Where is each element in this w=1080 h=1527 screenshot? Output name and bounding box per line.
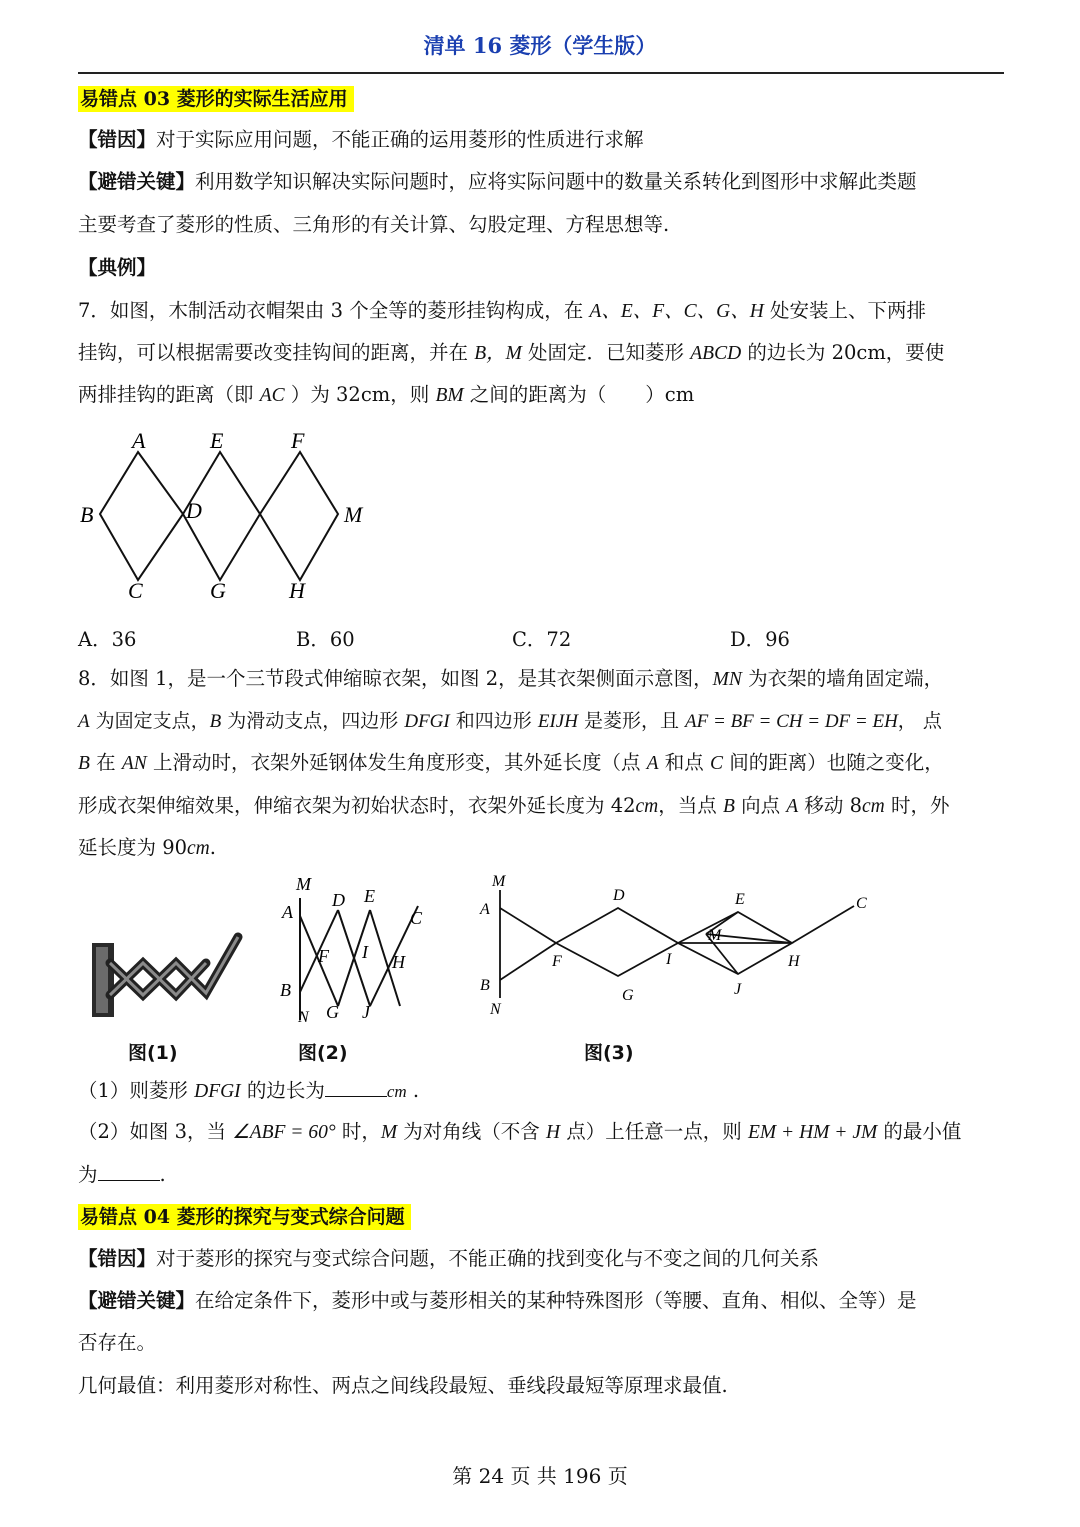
section-04-heading-text: 易错点 04 菱形的探究与变式综合问题 xyxy=(78,1204,411,1230)
q8-sub2-text: 为 xyxy=(78,1163,98,1186)
q8-sub2-text: 的最小值 xyxy=(877,1120,962,1143)
q8-unit: cm xyxy=(187,838,210,859)
label-B: B xyxy=(80,502,94,527)
label-J: J xyxy=(362,1002,370,1022)
section-03-key-line1 xyxy=(78,168,917,196)
q8-sub1-text: （1）则菱形 xyxy=(78,1079,195,1102)
answer-blank-1[interactable] xyxy=(325,1076,387,1097)
q8-sub1-shape: DFGI xyxy=(194,1081,241,1102)
q8-text: 在 xyxy=(89,751,122,774)
q8-sub1-unit: cm xyxy=(386,1082,407,1101)
label-M: M xyxy=(344,502,363,527)
q8-eijh: EIJH xyxy=(537,711,578,732)
q7-text: 处安装上、下两排 xyxy=(763,299,927,322)
q8-text: . xyxy=(209,836,216,859)
q8-line3 xyxy=(78,749,944,778)
q7-ac: AC xyxy=(259,385,285,406)
q7-text: 的边长为 20cm，要使 xyxy=(741,341,945,364)
q7-text: 之间的距离为（ ）cm xyxy=(463,383,695,406)
q7-fixed-points: B，M xyxy=(474,343,522,364)
q7-text: 两排挂钩的距离（即 xyxy=(78,383,260,406)
label-C: C xyxy=(128,578,143,603)
label-A: A xyxy=(480,901,490,918)
label-F: F xyxy=(552,953,562,970)
q8-line5 xyxy=(78,834,216,863)
q8-sub1-text: . xyxy=(406,1079,420,1102)
label-J: J xyxy=(734,981,742,998)
q8-point-b: B xyxy=(209,711,222,732)
q7-text: ）为 32cm，则 xyxy=(284,383,436,406)
label-H: H xyxy=(289,578,305,603)
q7-rhombus-figure xyxy=(70,420,390,610)
q7-text: 7．如图，木制活动衣帽架由 3 个全等的菱形挂钩构成，在 xyxy=(78,299,590,322)
label-M-diagonal: M xyxy=(708,927,722,944)
q8-text: ， 点 xyxy=(897,710,942,732)
section-04-key-line2: 否存在。 xyxy=(78,1331,157,1354)
q8-point-a: A xyxy=(78,711,90,732)
q7-line3 xyxy=(78,381,694,410)
label-G: G xyxy=(326,1002,339,1022)
q8-sub2-text: 点）上任意一点，则 xyxy=(560,1120,749,1143)
q8-sub2-text: 时， xyxy=(335,1120,381,1143)
q8-text: 向点 xyxy=(734,794,787,817)
q8-unit: cm xyxy=(635,796,659,817)
q8-sub2-angle: ∠ABF = 60° xyxy=(232,1122,336,1143)
q8-text: 为滑动支点，四边形 xyxy=(221,710,405,732)
label-C: C xyxy=(856,895,867,912)
label-E: E xyxy=(364,886,375,906)
q8-sub2-h: H xyxy=(546,1122,561,1143)
q8-equality: AF = BF = CH = DF = EH xyxy=(685,711,898,732)
label-H: H xyxy=(788,953,800,970)
label-N: N xyxy=(490,1001,501,1018)
q8-figure-3 xyxy=(470,868,890,1018)
q8-sub1 xyxy=(78,1076,419,1106)
q8-line1 xyxy=(78,665,943,694)
q8-text: ，当点 xyxy=(658,794,723,817)
q8-figure-1-photo xyxy=(88,925,248,1020)
label-M: M xyxy=(296,874,311,894)
q8-text: 和点 xyxy=(658,751,710,774)
q7-points: A、E、F、C、G、H xyxy=(589,301,764,322)
label-E: E xyxy=(210,428,224,453)
label-D: D xyxy=(613,887,625,904)
q8-text: 上滑动时，衣架外延钢体发生角度形变，其外延长度（点 xyxy=(146,751,647,774)
q7-text: 处固定．已知菱形 xyxy=(521,341,691,364)
q7-option-a: A．36 xyxy=(78,628,137,651)
caption-figure-3: 图(3) xyxy=(584,1042,634,1064)
label-E: E xyxy=(735,891,745,908)
key-label: 【避错关键】 xyxy=(78,170,196,193)
q8-text: 时，外 xyxy=(884,794,950,817)
q8-text: 为固定支点， xyxy=(89,710,210,732)
label-F: F xyxy=(291,428,305,453)
label-B: B xyxy=(280,980,291,1000)
q8-text: 间的距离）也随之变化， xyxy=(723,751,944,774)
section-04-heading xyxy=(78,1202,411,1229)
q7-option-d: D．96 xyxy=(730,628,790,651)
label-D: D xyxy=(186,498,202,523)
cause-label: 【错因】 xyxy=(78,128,157,151)
q8-point-b: B xyxy=(722,796,735,817)
q8-sub2-m: M xyxy=(380,1122,398,1143)
q7-option-b: B．60 xyxy=(296,628,355,651)
q8-point-a: A xyxy=(646,753,659,774)
q7-shape: ABCD xyxy=(690,343,742,364)
q8-sub1-text: 的边长为 xyxy=(240,1079,325,1102)
q8-sub2-line1 xyxy=(78,1118,961,1147)
q8-point-a: A xyxy=(786,796,799,817)
q7-text: 挂钩，可以根据需要改变挂钩间的距离，并在 xyxy=(78,341,475,364)
q7-line2 xyxy=(78,339,944,368)
q8-point-c: C xyxy=(709,753,723,774)
rhombus-abcd xyxy=(100,452,183,580)
cause-label: 【错因】 xyxy=(78,1247,157,1270)
page-header-title: 清单 16 菱形（学生版） xyxy=(423,33,657,58)
key-text-1: 利用数学知识解决实际问题时，应将实际问题中的数量关系转化到图形中求解此类题 xyxy=(195,170,917,193)
section-04-cause xyxy=(78,1245,819,1273)
answer-blank-2[interactable] xyxy=(98,1160,160,1181)
cause-text: 对于菱形的探究与变式综合问题，不能正确的找到变化与不变之间的几何关系 xyxy=(156,1247,820,1270)
q8-text: 延长度为 90 xyxy=(78,836,188,859)
label-G: G xyxy=(210,578,226,603)
header-divider xyxy=(78,72,1004,74)
rhombus-right xyxy=(260,452,338,580)
section-04-extra: 几何最值：利用菱形对称性、两点之间线段最短、垂线段最短等原理求最值. xyxy=(78,1374,728,1397)
label-N: N xyxy=(298,1009,309,1026)
example-label: 【典例】 xyxy=(78,256,157,279)
q8-an: AN xyxy=(121,753,147,774)
q8-line2 xyxy=(78,707,942,736)
label-C: C xyxy=(410,908,423,928)
q8-text: 8．如图 1，是一个三节段式伸缩晾衣架，如图 2，是其衣架侧面示意图， xyxy=(78,667,713,690)
q8-sub2-text: . xyxy=(159,1163,166,1186)
q8-sub2-text: 为对角线（不含 xyxy=(397,1120,547,1143)
q8-text: 是菱形，且 xyxy=(577,710,686,732)
label-G: G xyxy=(622,987,634,1004)
q8-sub2-line2 xyxy=(78,1160,166,1189)
section-03-key-line2: 主要考查了菱形的性质、三角形的有关计算、勾股定理、方程思想等. xyxy=(78,213,670,236)
section-04-key-line1 xyxy=(78,1287,917,1315)
key-label: 【避错关键】 xyxy=(78,1289,196,1312)
q7-option-c: C．72 xyxy=(512,628,572,651)
q8-text: 形成衣架伸缩效果，伸缩衣架为初始状态时，衣架外延长度为 42 xyxy=(78,794,636,817)
section-03-heading xyxy=(78,84,354,111)
label-H: H xyxy=(392,952,405,972)
section-03-cause xyxy=(78,126,644,154)
label-D: D xyxy=(332,890,345,910)
key-text-1: 在给定条件下，菱形中或与菱形相关的某种特殊图形（等腰、直角、相似、全等）是 xyxy=(195,1289,917,1312)
q8-unit: cm xyxy=(862,796,885,817)
label-I: I xyxy=(666,951,672,968)
q8-dfgi: DFGI xyxy=(404,711,450,732)
q8-text: 为衣架的墙角固定端， xyxy=(741,667,944,690)
label-F: F xyxy=(318,946,329,966)
q7-line1 xyxy=(78,297,926,326)
label-B: B xyxy=(480,977,490,994)
q8-sub2-expr: EM + HM + JM xyxy=(748,1122,878,1143)
q8-sub2-text: （2）如图 3，当 xyxy=(78,1120,233,1143)
label-I: I xyxy=(362,942,368,962)
label-M: M xyxy=(492,873,506,890)
q7-bm: BM xyxy=(435,385,464,406)
q8-figure-2 xyxy=(270,870,440,1030)
label-A: A xyxy=(282,902,293,922)
q8-mn: MN xyxy=(712,669,742,690)
label-A: A xyxy=(132,428,146,453)
q8-text: 移动 8 xyxy=(798,794,863,817)
section-03-heading-text: 易错点 03 菱形的实际生活应用 xyxy=(78,86,354,112)
caption-figure-1: 图(1) xyxy=(128,1042,178,1064)
q8-point-b: B xyxy=(78,753,90,774)
caption-figure-2: 图(2) xyxy=(298,1042,348,1064)
page-footer: 第 24 页 共 196 页 xyxy=(452,1464,628,1488)
cause-text: 对于实际应用问题，不能正确的运用菱形的性质进行求解 xyxy=(156,128,644,151)
q8-text: 和四边形 xyxy=(449,710,538,732)
q8-line4 xyxy=(78,792,949,821)
